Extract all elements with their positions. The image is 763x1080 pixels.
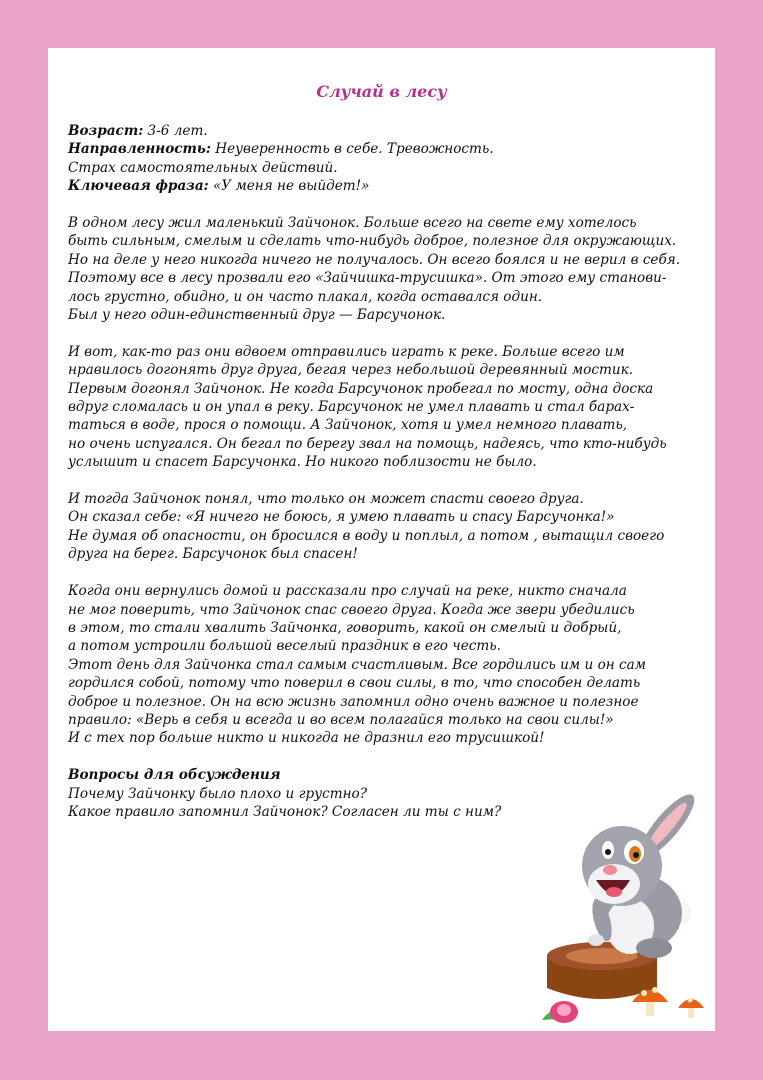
story-line: лось грустно, обидно, и он часто плакал, когда оставался один. [68, 288, 543, 305]
story-line: Но на деле у него никогда ничего не получалось. Он всего боялся и не верил в себя. [68, 251, 681, 268]
direction-continuation: Страх самостоятельных действий. [68, 159, 338, 176]
story-paragraph-4 [68, 582, 708, 748]
age-label: Возраст: [68, 123, 144, 139]
direction-value: Неуверенность в себе. Тревожность. [210, 141, 494, 158]
questions-heading: Вопросы для обсуждения [68, 767, 281, 784]
story-line: но очень испугался. Он бегал по берегу звал на помощь, надеясь, что кто-нибудь [68, 435, 667, 452]
pink-flower [542, 1001, 578, 1023]
story-line: Он сказал себе: «Я ничего не боюсь, я умею плавать и спасу Барсучонка!» [68, 509, 615, 526]
key-phrase-line [68, 177, 708, 195]
story-line: И с тех пор больше никто и никогда не дразнил его трусишкой! [68, 730, 545, 747]
story-line: Когда они вернулись домой и рассказали про случай на реке, никто сначала [68, 583, 627, 600]
story-line: Был у него один-единственный друг — Барсучонок. [68, 307, 446, 324]
story-line: не мог поверить, что Зайчонок спас своего друга. Когда же звери убедились [68, 601, 635, 618]
age-line [68, 122, 708, 140]
story-line: Поэтому все в лесу прозвали его «Зайчишка-трусишка». От этого ему станови- [68, 270, 667, 287]
story-line: правило: «Верь в себя и всегда и во всем полагайся только на свои силы!» [68, 711, 614, 728]
story-line: Не думая об опасности, он бросился в воду и поплыл, а потом , вытащил своего [68, 527, 665, 544]
question-item: Почему Зайчонку было плохо и грустно? [68, 785, 368, 802]
age-value: 3-6 лет. [143, 123, 208, 139]
story-line: нравилось догонять друг друга, бегая через небольшой деревянный мостик. [68, 362, 634, 379]
story-line: а потом устроили большой веселый праздник в его честь. [68, 638, 502, 655]
story-line: Первым догонял Зайчонок. Не когда Барсучонок пробегал по мосту, одна доска [68, 380, 654, 397]
story-line: в этом, то стали хвалить Зайчонка, говорить, какой он смелый и добрый, [68, 619, 622, 636]
rabbit-head [582, 788, 702, 906]
mushrooms [632, 987, 704, 1018]
story-line: гордился собой, потому что поверил в свои силы, в то, что способен делать [68, 675, 641, 692]
story-line: вдруг сломалась и он упал в реку. Барсучонок не умел плавать и стал барах- [68, 399, 635, 416]
page-title: Случай в лесу [316, 82, 447, 101]
story-line: быть сильным, смелым и сделать что-нибудь доброе, полезное для окружающих. [68, 233, 677, 250]
story-line: друга на берег. Барсучонок был спасен! [68, 546, 358, 563]
story-line: В одном лесу жил маленький Зайчонок. Больше всего на свете ему хотелось [68, 215, 637, 232]
story-line: таться в воде, прося о помощи. А Зайчонок, хотя и умел немного плавать, [68, 417, 628, 434]
key-phrase-label: Ключевая фраза: [68, 178, 209, 195]
story-line: услышит и спасет Барсучонка. Но никого поблизости не было. [68, 454, 537, 471]
story-line: И вот, как-то раз они вдвоем отправились играть к реке. Больше всего им [68, 343, 625, 360]
direction-line [68, 140, 708, 158]
document-page [48, 48, 715, 1031]
story-line: Этот день для Зайчонка стал самым счастливым. Все гордились им и он сам [68, 656, 647, 673]
story-paragraph-3 [68, 490, 708, 564]
story-line: доброе и полезное. Он на всю жизнь запомнил одно очень важное и полезное [68, 693, 639, 710]
direction-label: Направленность: [68, 141, 211, 158]
key-phrase-value: «У меня не выйдет!» [208, 178, 370, 195]
story-line: И тогда Зайчонок понял, что только он может спасти своего друга. [68, 491, 584, 508]
story-paragraph-1 [68, 214, 708, 324]
story-paragraph-2 [68, 343, 708, 472]
document-body [68, 122, 708, 821]
question-item: Какое правило запомнил Зайчонок? Согласен ли ты с ним? [68, 803, 502, 820]
rabbit-illustration [522, 788, 712, 1028]
